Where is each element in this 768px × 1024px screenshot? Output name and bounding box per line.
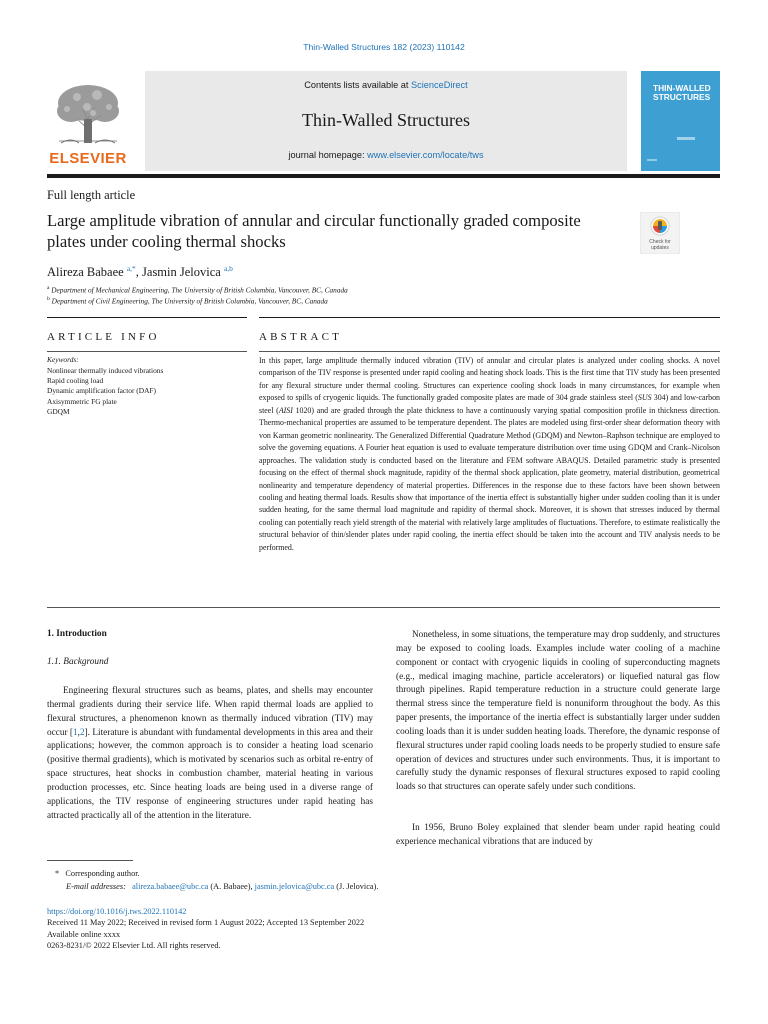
abstract-math: AISI (278, 405, 293, 415)
email-link[interactable]: alireza.babaee@ubc.ca (132, 882, 209, 891)
author-list (47, 264, 233, 280)
journal-reference[interactable] (0, 42, 768, 52)
article-title: Large amplitude vibration of annular and circular functionally graded composite plates under cooling thermal shocks (47, 211, 581, 251)
journal-homepage-link[interactable]: www.elsevier.com/locate/tws (367, 150, 484, 160)
email-owner: (A. Babaee), (208, 882, 255, 891)
elsevier-wordmark: ELSEVIER (49, 150, 127, 167)
available-online: Available online xxxx (47, 929, 121, 939)
abstract-end-rule (47, 607, 720, 608)
header-rule (47, 174, 720, 178)
journal-reference-link[interactable]: Thin-Walled Structures 182 (2023) 110142 (303, 42, 465, 52)
body-paragraph: Nonetheless, in some situations, the temperature may drop suddenly, and structures may be exposed to cooling loads. Examples include water cooling of a machine component or contact with cryogenic liquids in cooling of superconducting magnets (e.g., medical imaging machine, particle accelerators) or liquefied natural gas flow through pipelines. Rapid temperature reduction in a structure could generate large thermal stress since the temperature field is nonuniform throughout the body. As this paper presents, the importance of the inertia effect is substantially larger under sudden cooling loads than it is under sudden heating loads. Therefore, the dynamic response of flexural structures under rapid cooling loads needs to be properly studied to ensure safe operation of devices and structures under such environments. Thus, it is important to carefully study the dynamic responses of flexural structures exposed to rapid cooling loads so that structures can operate safely under such conditions. (396, 630, 720, 793)
cover-title (653, 84, 715, 101)
journal-cover-image[interactable] (641, 71, 720, 171)
footnote-star: * (55, 869, 60, 878)
email-link[interactable]: jasmin.jelovica@ubc.ca (254, 882, 335, 891)
keyword: Rapid cooling load (47, 376, 104, 386)
author-affiliation-mark[interactable]: a,b (223, 264, 233, 273)
affiliation-text: Department of Mechanical Engineering, The University of British Columbia, Vancouver, BC, Canada (51, 285, 348, 295)
body-paragraph (47, 685, 373, 823)
affiliation-mark: a (47, 285, 50, 291)
abstract-math: SUS (637, 393, 652, 403)
abstract-heading: ABSTRACT (259, 331, 343, 343)
journal-title: Thin-Walled Structures (301, 110, 470, 130)
abstract-part: 304) and low-carbon steel ( (259, 393, 720, 415)
email-addresses (66, 882, 378, 891)
crossmark-line-1: Check for (649, 239, 671, 245)
citation-link[interactable]: 1 (73, 727, 78, 738)
doi-link[interactable]: https://doi.org/10.1016/j.tws.2022.110142 (47, 907, 187, 916)
article-info-heading: ARTICLE INFO (47, 331, 160, 343)
copyright: 0263-8231/© 2022 Elsevier Ltd. All rights reserved. (47, 941, 221, 951)
crossmark-line-2: updates (651, 245, 669, 251)
footnote-rule (47, 860, 133, 861)
body-paragraph: In 1956, Bruno Boley explained that slender beam under rapid heating could experience mechanical vibrations that are induced by (396, 823, 720, 847)
citation-link[interactable]: 2 (79, 727, 85, 738)
affiliation (47, 296, 328, 305)
author-name[interactable]: Alireza Babaee (47, 265, 124, 280)
homepage-prefix: journal homepage: (288, 150, 368, 160)
abstract-divider (259, 351, 720, 352)
subsection-heading: 1.1. Background (47, 657, 109, 667)
sciencedirect-link[interactable]: ScienceDirect (411, 80, 468, 90)
keyword: Nonlinear thermally induced vibrations (47, 366, 164, 375)
cover-decoration (647, 129, 715, 167)
abstract-rule (259, 317, 720, 318)
article-type: Full length article (47, 188, 136, 202)
author-name[interactable]: Jasmin Jelovica (142, 265, 221, 280)
email-label: E-mail addresses: (66, 882, 126, 891)
abstract-part: In this paper, large amplitude thermally induced vibration (TIV) of annular and circular plates is analyzed under cooling shocks. A novel comparison of the TIV response is presented under rapid cooling and heating shock loads. This is the first time that TIV study has been presented for any flexural structure under thermal cooling. Structures can experience cooling shock loads in many circumstances, for example when exposed to spills of cryogenic liquids. The functionally graded composite plates are made of 304 grade stainless steel ( (259, 356, 720, 403)
paragraph-text: Engineering flexural structures such as beams, plates, and shells may encounter thermal gradients during their service life. When rapid thermal loads are applied to flexural structures, a phenomenon known as thermally induced vibration (TIV) may occur [ (47, 686, 373, 738)
affiliation-mark: b (47, 296, 50, 302)
paragraph-text: ]. Literature is abundant with fundamental developments in this area and their applications; however, the common approach is to consider a heating load scenario (positive thermal gradients), which is motivated by scenarios such as orbital re-entry of space structures, heat shocks in combustion chamber, material heating in various production processes, etc. Since heating loads are being used in a diverse range of applications, the TIV response of engineering structures under rapid heating has attracted practically all of the attention in the literature. (47, 727, 374, 821)
check-for-updates-icon[interactable] (640, 212, 680, 254)
abstract-text (259, 355, 720, 554)
contents-line (145, 80, 627, 90)
author-affiliation-mark[interactable]: a,* (126, 264, 136, 273)
keywords-list (47, 366, 163, 417)
received-dates: Received 11 May 2022; Received in revised form 1 August 2022; Accepted 13 September 2022 (47, 918, 365, 928)
article-info-divider (47, 351, 247, 352)
cover-title-line-1: THIN-WALLED (653, 83, 711, 93)
keyword: GDQM (47, 406, 70, 416)
corresponding-author-note (55, 869, 140, 878)
contents-prefix: Contents lists available at (304, 80, 412, 90)
author-separator: , (135, 265, 143, 280)
publication-info (47, 906, 364, 952)
section-heading: 1. Introduction (47, 629, 107, 639)
keyword: Axisymmetric FG plate (47, 396, 117, 406)
affiliation (47, 285, 348, 294)
cover-title-line-2: STRUCTURES (653, 91, 711, 102)
affiliation-text: Department of Civil Engineering, The University of British Columbia, Vancouver, BC, Canada (51, 296, 328, 306)
abstract-part: 1020) and are graded through the plate thickness to have a continuously varying spatial composition profile in thickness direction. Thermo-mechanical properties are assumed to be temperature dependent. The plates are modeled using first-order shear deformation theory with von Karman geometric nonlinearity. The Generalized Differential Quadrature Method (GDQM) and Newton–Raphson technique are employed to solve the governing equations. A Fourier heat equation is used to evaluate temperature distribution over time using GDQM and Crank–Nicolson approaches. The validation study is conducted based on the literature and FEM software ABAQUS. Detailed parametric study is presented focusing on the effect of thermal shock magnitude, rapidity of the thermal shock application, plate geometry, material distribution, geometrical nonlinearity and temperature dependency of material properties. Differences in the response due to these factors have been shown between cooling and heating thermal loads. Results show that importance of the inertia effect is substantially higher under sudden cooling than it is under sudden heating, for the same thermal load magnitude and rapidity of thermal shock. Moreover, it is shown that stresses induced by thermal cooling can potentially reach yield strength of the material with relatively large amplitudes of fluctuations. Therefore, to estimate realistically the structural behavior of thin/slender plates under rapid cooling, the inertia effect should be taken into the account and TIV analysis needs to be performed. (259, 405, 721, 552)
homepage-line (145, 150, 627, 160)
footnote-text: Corresponding author. (65, 869, 140, 878)
article-info-rule (47, 317, 247, 318)
keyword: Dynamic amplification factor (DAF) (47, 386, 156, 396)
keywords-label: Keywords: (47, 355, 79, 364)
email-owner: (J. Jelovica). (334, 882, 379, 891)
citation-separator: , (77, 727, 80, 738)
